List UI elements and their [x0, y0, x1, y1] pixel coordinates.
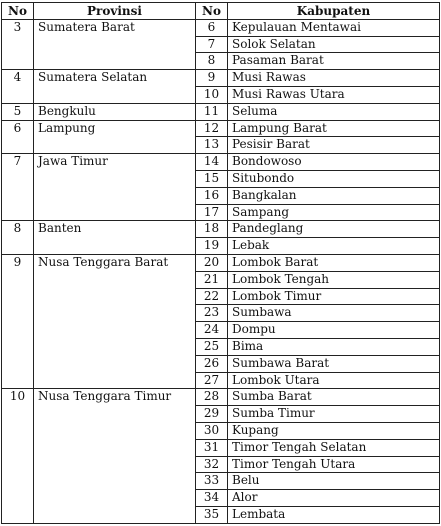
- kabupaten-number: 16: [196, 187, 228, 204]
- kabupaten-number: 9: [196, 70, 228, 87]
- header-no-kabupaten: No: [196, 3, 228, 20]
- kabupaten-name: Sumbawa Barat: [228, 355, 440, 372]
- kabupaten-name: Dompu: [228, 322, 440, 339]
- kabupaten-number: 32: [196, 456, 228, 473]
- provinsi-name: Bengkulu: [34, 103, 196, 120]
- kabupaten-name: Kupang: [228, 422, 440, 439]
- kabupaten-number: 20: [196, 254, 228, 271]
- kabupaten-number: 23: [196, 305, 228, 322]
- kabupaten-name: Musi Rawas Utara: [228, 86, 440, 103]
- kabupaten-number: 11: [196, 103, 228, 120]
- provinsi-number: 7: [2, 154, 34, 221]
- kabupaten-name: Lebak: [228, 238, 440, 255]
- kabupaten-name: Seluma: [228, 103, 440, 120]
- kabupaten-name: Kepulauan Mentawai: [228, 19, 440, 36]
- kabupaten-number: 13: [196, 137, 228, 154]
- kabupaten-number: 18: [196, 221, 228, 238]
- kabupaten-number: 34: [196, 490, 228, 507]
- kabupaten-number: 10: [196, 86, 228, 103]
- kabupaten-name: Lombok Barat: [228, 254, 440, 271]
- table-row: [2, 103, 440, 120]
- header-provinsi: Provinsi: [34, 3, 196, 20]
- kabupaten-name: Belu: [228, 473, 440, 490]
- table-row: [2, 120, 440, 137]
- provinsi-number: 10: [2, 389, 34, 523]
- kabupaten-number: 7: [196, 36, 228, 53]
- kabupaten-number: 29: [196, 406, 228, 423]
- provinsi-number: 3: [2, 19, 34, 69]
- kabupaten-name: Sumba Timur: [228, 406, 440, 423]
- kabupaten-name: Pesisir Barat: [228, 137, 440, 154]
- table-header-row: [2, 3, 440, 20]
- provinsi-name: Sumatera Selatan: [34, 70, 196, 104]
- kabupaten-name: Timor Tengah Selatan: [228, 439, 440, 456]
- provinsi-name: Nusa Tenggara Barat: [34, 254, 196, 388]
- provinsi-number: 9: [2, 254, 34, 388]
- provinsi-number: 5: [2, 103, 34, 120]
- kabupaten-name: Timor Tengah Utara: [228, 456, 440, 473]
- kabupaten-name: Solok Selatan: [228, 36, 440, 53]
- table-row: [2, 154, 440, 171]
- provinsi-name: Nusa Tenggara Timur: [34, 389, 196, 523]
- kabupaten-table: [1, 2, 440, 524]
- kabupaten-number: 26: [196, 355, 228, 372]
- kabupaten-number: 17: [196, 204, 228, 221]
- kabupaten-number: 22: [196, 288, 228, 305]
- kabupaten-number: 15: [196, 170, 228, 187]
- kabupaten-number: 25: [196, 338, 228, 355]
- kabupaten-number: 6: [196, 19, 228, 36]
- kabupaten-number: 24: [196, 322, 228, 339]
- kabupaten-name: Lombok Timur: [228, 288, 440, 305]
- kabupaten-number: 12: [196, 120, 228, 137]
- table-row: [2, 389, 440, 406]
- kabupaten-number: 14: [196, 154, 228, 171]
- kabupaten-number: 19: [196, 238, 228, 255]
- provinsi-number: 8: [2, 221, 34, 255]
- kabupaten-name: Alor: [228, 490, 440, 507]
- header-kabupaten: Kabupaten: [228, 3, 440, 20]
- kabupaten-number: 30: [196, 422, 228, 439]
- kabupaten-name: Musi Rawas: [228, 70, 440, 87]
- kabupaten-name: Pasaman Barat: [228, 53, 440, 70]
- provinsi-name: Jawa Timur: [34, 154, 196, 221]
- kabupaten-name: Bangkalan: [228, 187, 440, 204]
- kabupaten-name: Pandeglang: [228, 221, 440, 238]
- table-body: [2, 19, 440, 523]
- kabupaten-number: 28: [196, 389, 228, 406]
- kabupaten-number: 35: [196, 506, 228, 523]
- header-no-provinsi: No: [2, 3, 34, 20]
- kabupaten-number: 27: [196, 372, 228, 389]
- kabupaten-name: Sumbawa: [228, 305, 440, 322]
- kabupaten-number: 31: [196, 439, 228, 456]
- provinsi-name: Sumatera Barat: [34, 19, 196, 69]
- table-row: [2, 221, 440, 238]
- kabupaten-name: Lombok Utara: [228, 372, 440, 389]
- kabupaten-number: 21: [196, 271, 228, 288]
- kabupaten-number: 33: [196, 473, 228, 490]
- kabupaten-number: 8: [196, 53, 228, 70]
- table-row: [2, 254, 440, 271]
- provinsi-name: Banten: [34, 221, 196, 255]
- kabupaten-name: Situbondo: [228, 170, 440, 187]
- kabupaten-name: Bondowoso: [228, 154, 440, 171]
- provinsi-number: 6: [2, 120, 34, 154]
- kabupaten-name: Sumba Barat: [228, 389, 440, 406]
- table-row: [2, 70, 440, 87]
- kabupaten-name: Lembata: [228, 506, 440, 523]
- provinsi-name: Lampung: [34, 120, 196, 154]
- table-row: [2, 19, 440, 36]
- kabupaten-name: Lampung Barat: [228, 120, 440, 137]
- kabupaten-name: Lombok Tengah: [228, 271, 440, 288]
- kabupaten-name: Sampang: [228, 204, 440, 221]
- kabupaten-name: Bima: [228, 338, 440, 355]
- provinsi-number: 4: [2, 70, 34, 104]
